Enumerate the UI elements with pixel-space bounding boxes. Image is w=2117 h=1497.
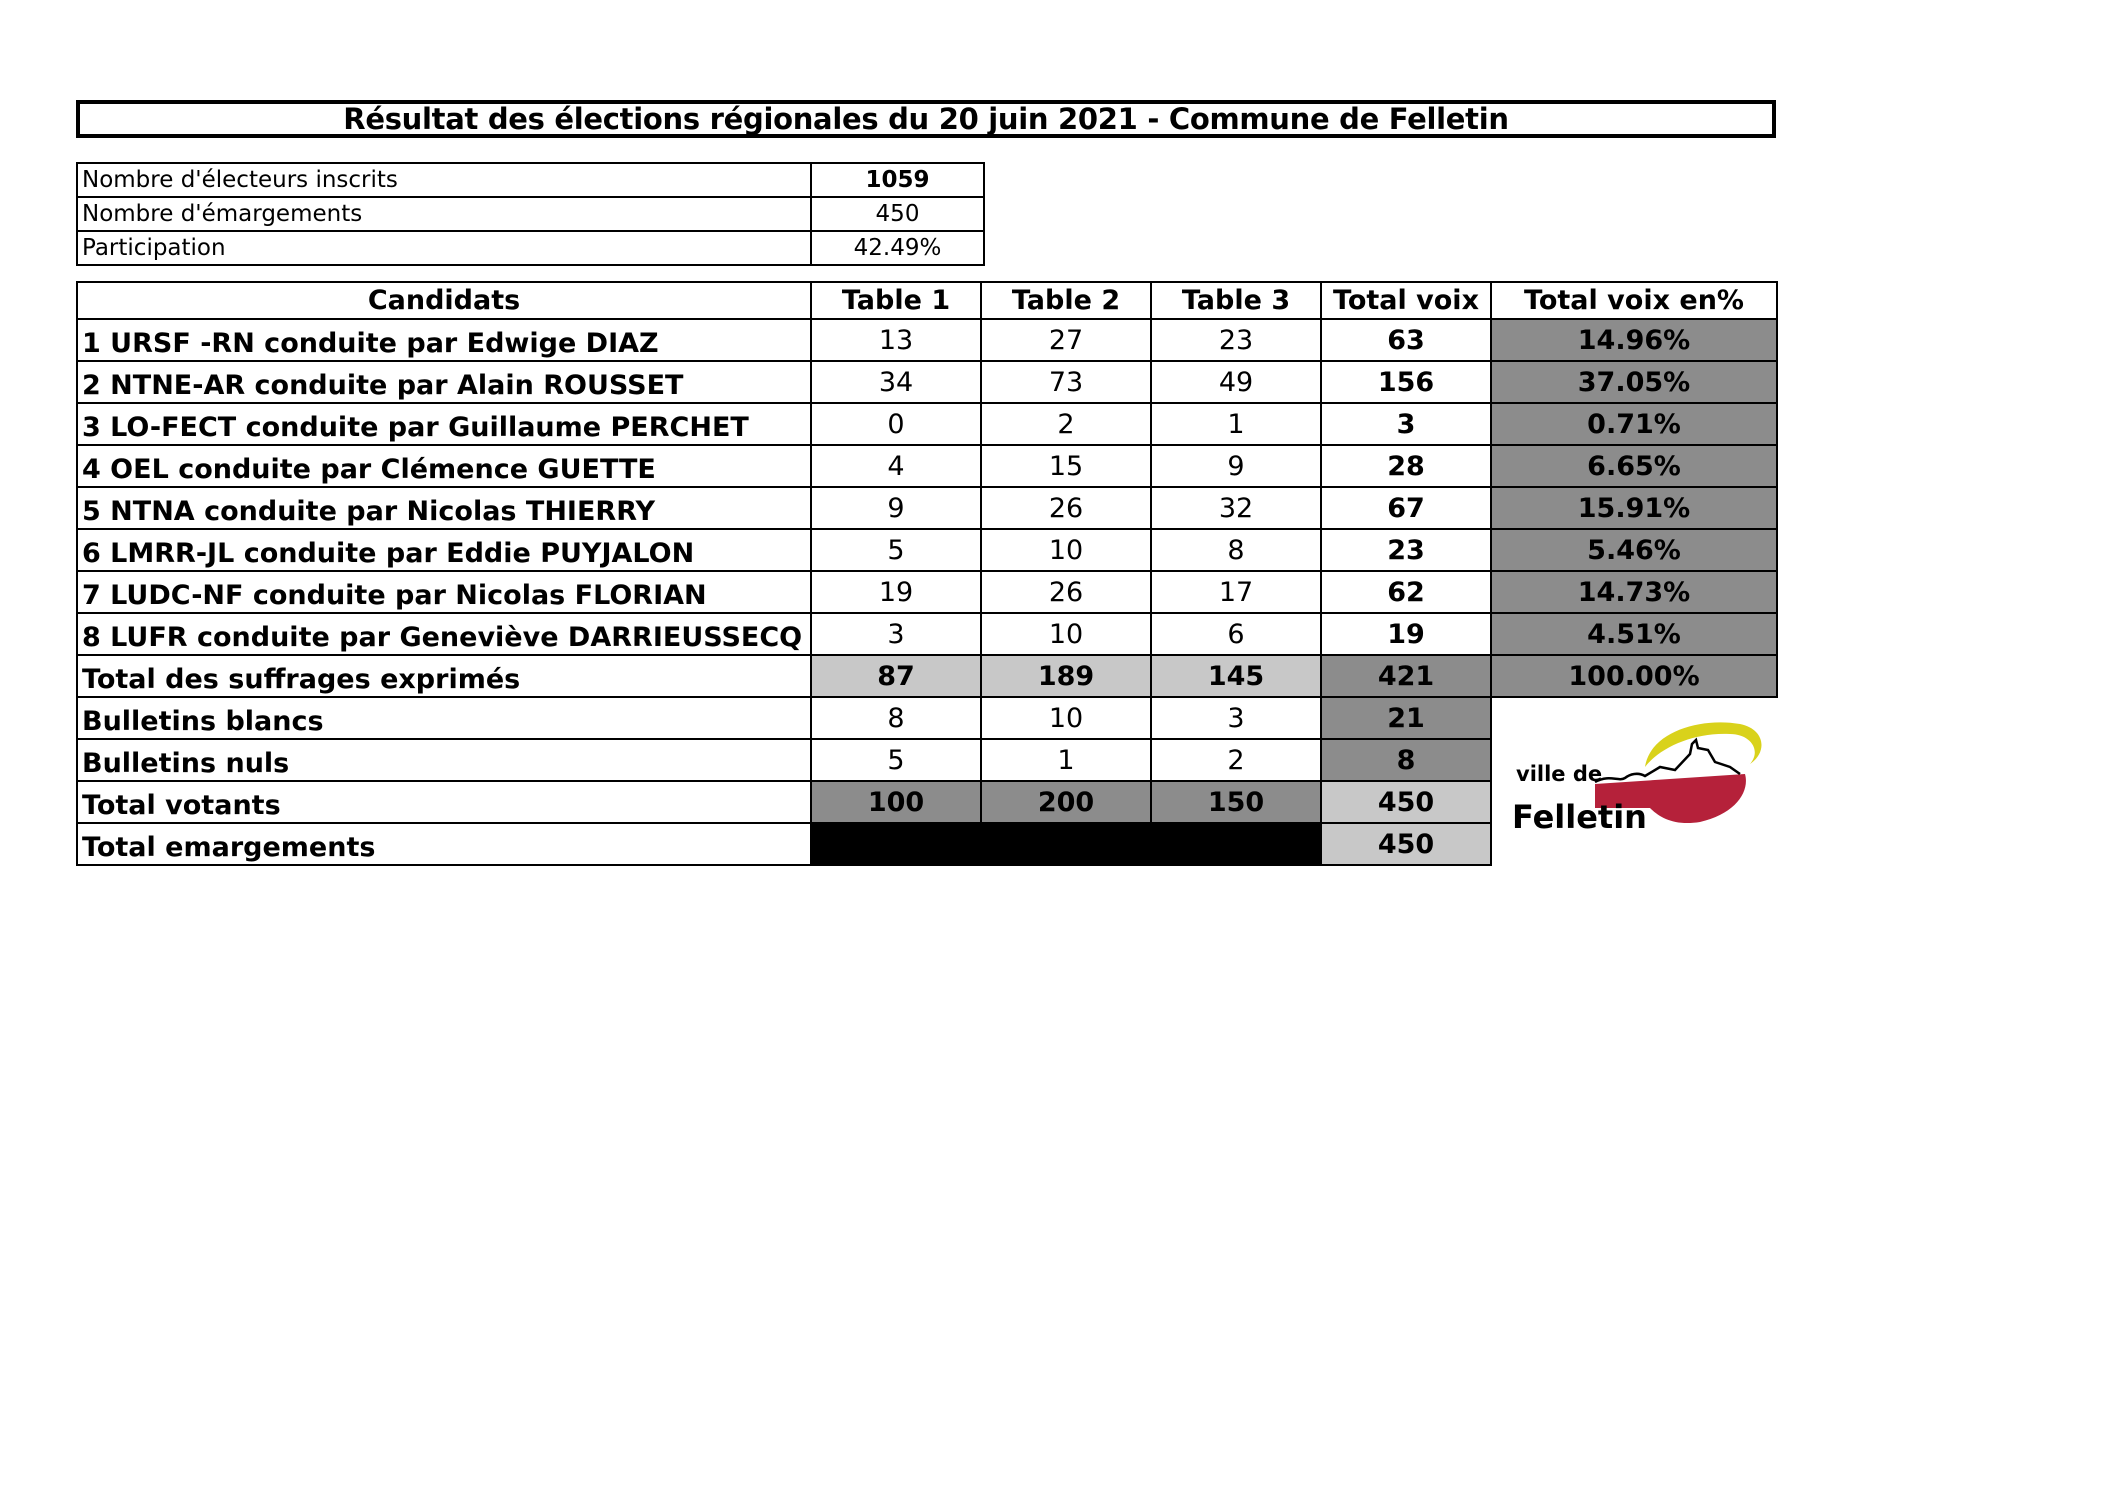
votants-total: 450 — [1321, 781, 1491, 823]
candidate-name: 7 LUDC-NF conduite par Nicolas FLORIAN — [77, 571, 811, 613]
table-row — [77, 529, 1777, 571]
blancs-table1: 8 — [811, 697, 981, 739]
table2-value: 27 — [981, 319, 1151, 361]
header-row — [77, 282, 1777, 319]
table-row — [77, 361, 1777, 403]
inscrits-value: 1059 — [811, 163, 984, 197]
votants-table3: 150 — [1151, 781, 1321, 823]
total-value: 62 — [1321, 571, 1491, 613]
emargements-value: 450 — [811, 197, 984, 231]
table3-value: 9 — [1151, 445, 1321, 487]
total-value: 3 — [1321, 403, 1491, 445]
nuls-table3: 2 — [1151, 739, 1321, 781]
table2-value: 10 — [981, 613, 1151, 655]
candidate-name: 4 OEL conduite par Clémence GUETTE — [77, 445, 811, 487]
info-row-emargements — [77, 197, 984, 231]
pct-value: 0.71% — [1491, 403, 1777, 445]
table2-value: 26 — [981, 571, 1151, 613]
candidate-name: 5 NTNA conduite par Nicolas THIERRY — [77, 487, 811, 529]
pct-value: 5.46% — [1491, 529, 1777, 571]
table2-value: 2 — [981, 403, 1151, 445]
table3-value: 8 — [1151, 529, 1321, 571]
table-row — [77, 319, 1777, 361]
blancs-total: 21 — [1321, 697, 1491, 739]
exprimes-total: 421 — [1321, 655, 1491, 697]
header-table3: Table 3 — [1151, 282, 1321, 319]
pct-value: 14.96% — [1491, 319, 1777, 361]
candidate-name: 1 URSF -RN conduite par Edwige DIAZ — [77, 319, 811, 361]
table3-value: 32 — [1151, 487, 1321, 529]
table-row — [77, 403, 1777, 445]
pct-value: 14.73% — [1491, 571, 1777, 613]
table1-value: 4 — [811, 445, 981, 487]
table3-value: 1 — [1151, 403, 1321, 445]
exprimes-pct: 100.00% — [1491, 655, 1777, 697]
table3-value: 49 — [1151, 361, 1321, 403]
nuls-label: Bulletins nuls — [77, 739, 811, 781]
nuls-table2: 1 — [981, 739, 1151, 781]
candidate-name: 6 LMRR-JL conduite par Eddie PUYJALON — [77, 529, 811, 571]
header-table1: Table 1 — [811, 282, 981, 319]
table3-value: 6 — [1151, 613, 1321, 655]
total-value: 63 — [1321, 319, 1491, 361]
blancs-table2: 10 — [981, 697, 1151, 739]
info-row-participation — [77, 231, 984, 265]
header-candidats: Candidats — [77, 282, 811, 319]
candidate-name: 2 NTNE-AR conduite par Alain ROUSSET — [77, 361, 811, 403]
table-row — [77, 571, 1777, 613]
pct-value: 15.91% — [1491, 487, 1777, 529]
exprimes-table2: 189 — [981, 655, 1151, 697]
table2-value: 15 — [981, 445, 1151, 487]
table1-value: 9 — [811, 487, 981, 529]
blancs-label: Bulletins blancs — [77, 697, 811, 739]
total-value: 19 — [1321, 613, 1491, 655]
table-row — [77, 487, 1777, 529]
emargements-total-label: Total emargements — [77, 823, 811, 865]
table-row — [77, 445, 1777, 487]
emargements-total: 450 — [1321, 823, 1491, 865]
inscrits-label: Nombre d'électeurs inscrits — [77, 163, 811, 197]
votants-table1: 100 — [811, 781, 981, 823]
total-value: 28 — [1321, 445, 1491, 487]
nuls-table1: 5 — [811, 739, 981, 781]
table2-value: 10 — [981, 529, 1151, 571]
exprimes-table1: 87 — [811, 655, 981, 697]
total-value: 156 — [1321, 361, 1491, 403]
table1-value: 5 — [811, 529, 981, 571]
total-value: 23 — [1321, 529, 1491, 571]
exprimes-label: Total des suffrages exprimés — [77, 655, 811, 697]
table2-value: 26 — [981, 487, 1151, 529]
header-total: Total voix — [1321, 282, 1491, 319]
table1-value: 0 — [811, 403, 981, 445]
felletin-logo — [1500, 712, 1770, 842]
info-table — [76, 162, 985, 266]
table2-value: 73 — [981, 361, 1151, 403]
votants-label: Total votants — [77, 781, 811, 823]
participation-value: 42.49% — [811, 231, 984, 265]
page-title: Résultat des élections régionales du 20 juin 2021 - Commune de Felletin — [76, 100, 1776, 138]
total-value: 67 — [1321, 487, 1491, 529]
table-row — [77, 613, 1777, 655]
header-table2: Table 2 — [981, 282, 1151, 319]
table3-value: 23 — [1151, 319, 1321, 361]
table1-value: 19 — [811, 571, 981, 613]
exprimes-row — [77, 655, 1777, 697]
table3-value: 17 — [1151, 571, 1321, 613]
exprimes-table3: 145 — [1151, 655, 1321, 697]
logo-ville-text: ville de — [1516, 762, 1603, 786]
participation-label: Participation — [77, 231, 811, 265]
logo-felletin-text: Felletin — [1512, 798, 1647, 836]
table1-value: 13 — [811, 319, 981, 361]
pct-value: 37.05% — [1491, 361, 1777, 403]
emargements-label: Nombre d'émargements — [77, 197, 811, 231]
pct-value: 4.51% — [1491, 613, 1777, 655]
table1-value: 3 — [811, 613, 981, 655]
info-row-inscrits — [77, 163, 984, 197]
table1-value: 34 — [811, 361, 981, 403]
blacked-out-cell — [811, 823, 1321, 865]
blancs-table3: 3 — [1151, 697, 1321, 739]
header-pct: Total voix en% — [1491, 282, 1777, 319]
pct-value: 6.65% — [1491, 445, 1777, 487]
candidate-name: 8 LUFR conduite par Geneviève DARRIEUSSECQ — [77, 613, 811, 655]
nuls-total: 8 — [1321, 739, 1491, 781]
votants-table2: 200 — [981, 781, 1151, 823]
candidate-name: 3 LO-FECT conduite par Guillaume PERCHET — [77, 403, 811, 445]
